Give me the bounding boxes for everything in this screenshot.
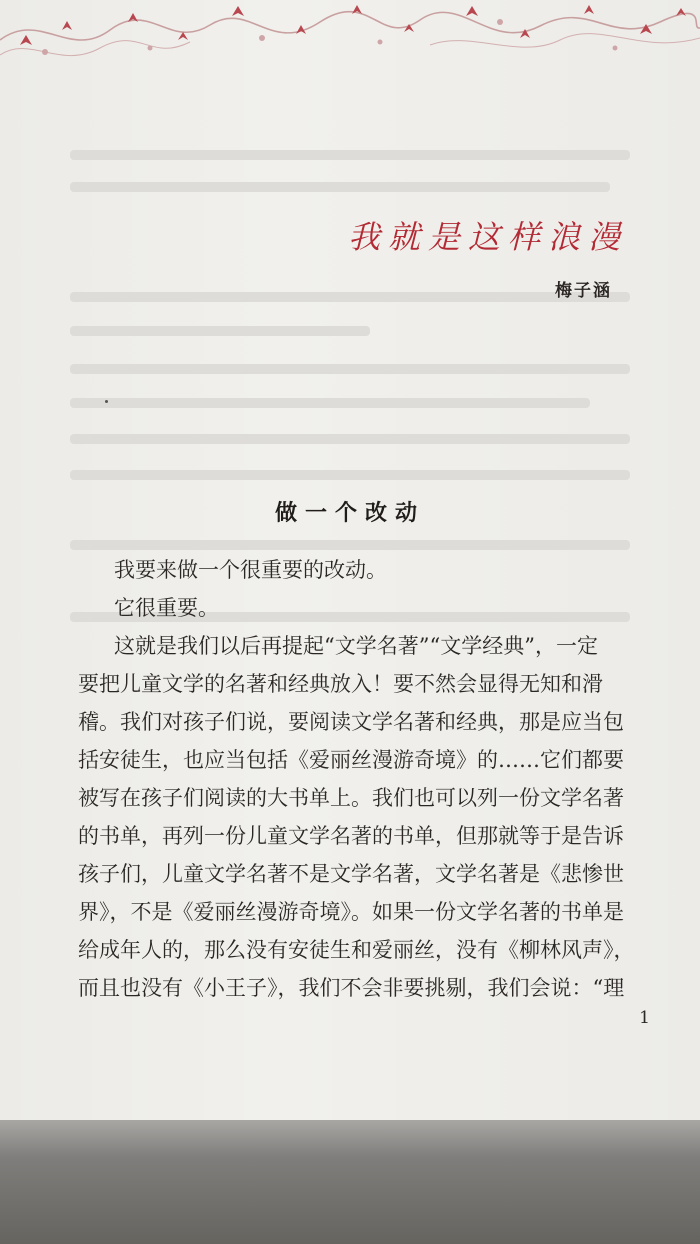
text-line: 给成年人的，那么没有安徒生和爱丽丝，没有《柳林风声》，: [78, 938, 635, 962]
author-name: 梅子涵: [555, 281, 612, 301]
print-speck: [105, 400, 108, 403]
text-line: 括安徒生，也应当包括《爱丽丝漫游奇境》的……它们都要: [78, 748, 624, 772]
text-line: 而且也没有《小王子》，我们不会非要挑剔，我们会说：“理: [78, 976, 625, 1000]
chapter-title: 我就是这样浪漫: [347, 218, 628, 256]
text-line: 被写在孩子们阅读的大书单上。我们也可以列一份文学名著: [78, 786, 624, 810]
page-number: 1: [639, 1008, 650, 1028]
body-text: [78, 551, 658, 1007]
floral-border-ornament: [0, 0, 700, 80]
text-line: 界》，不是《爱丽丝漫游奇境》。如果一份文学名著的书单是: [78, 900, 624, 924]
text-line: 我要来做一个很重要的改动。: [114, 558, 387, 582]
section-title: 做一个改动: [274, 500, 425, 526]
text-line: 孩子们，儿童文学名著不是文学名著，文学名著是《悲惨世: [78, 862, 624, 886]
text-line: 稽。我们对孩子们说，要阅读文学名著和经典，那是应当包: [78, 710, 624, 734]
text-line: 要把儿童文学的名著和经典放入！要不然会显得无知和滑: [78, 672, 603, 696]
table-shadow: [0, 1120, 700, 1244]
text-line: 的书单，再列一份儿童文学名著的书单，但那就等于是告诉: [78, 824, 624, 848]
text-line: 这就是我们以后再提起“文学名著”“文学经典”，一定: [114, 634, 598, 658]
text-line: 它很重要。: [114, 596, 219, 620]
